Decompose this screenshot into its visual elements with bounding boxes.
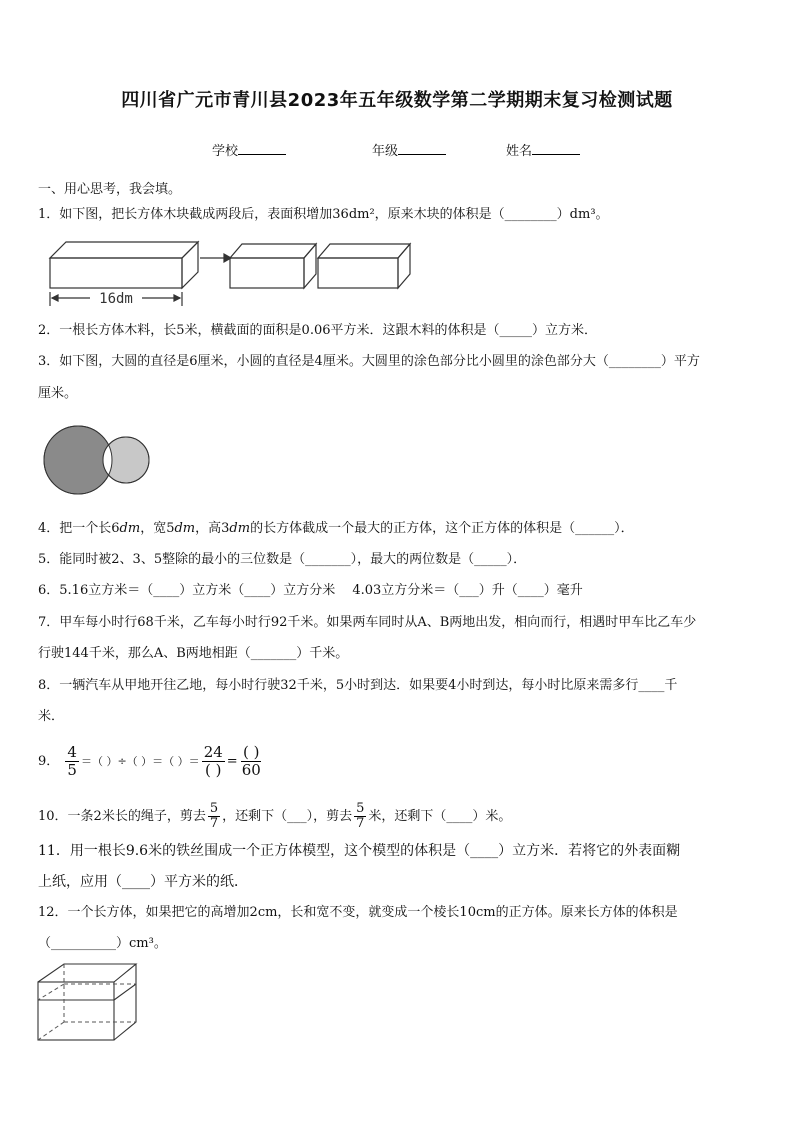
grade-field bbox=[372, 140, 446, 159]
name-field bbox=[506, 140, 580, 159]
school-blank[interactable] bbox=[238, 140, 286, 155]
cuboid-cut-figure bbox=[44, 236, 424, 312]
cube-figure bbox=[34, 960, 144, 1044]
question-12-line1: 12．一个长方体，如果把它的高增加2cm，长和宽不变，就变成一个棱长10cm的正方体。原来长方体的体积是 bbox=[38, 905, 678, 920]
fraction-5-7: $\frac{5}{7}$ bbox=[209, 801, 219, 831]
grade-blank[interactable] bbox=[398, 140, 446, 155]
section-heading: 一、用心思考，我会填。 bbox=[38, 182, 182, 197]
fraction-5-7: $\frac{5}{7}$ bbox=[356, 801, 365, 831]
question-6: 6．5.16立方米＝（____）立方米（____）立方分米 4.03立方分米＝（___）升（____）毫升 bbox=[38, 583, 583, 598]
grade-label: 年级 bbox=[372, 144, 399, 159]
school-field bbox=[212, 140, 286, 159]
question-11-line1: 11．用一根长9.6米的铁丝围成一个正方体模型，这个模型的体积是（____）立方米．若将它的外表面糊 bbox=[38, 843, 681, 859]
question-2: 2．一根长方体木料，长5米，横截面的面积是0.06平方米．这跟木料的体积是（_____）立方米． bbox=[38, 323, 597, 338]
question-3-line1: 3．如下图，大圆的直径是6厘米，小圆的直径是4厘米。大圆里的涂色部分比小圆里的涂色部分大（________）平方 bbox=[38, 354, 700, 369]
question-8-line2: 米． bbox=[38, 709, 65, 724]
length-label: 16dm bbox=[99, 291, 133, 307]
question-4: 4．把一个长6dm，宽5dm，高3dm的长方体截成一个最大的正方体，这个正方体的体积是（______）． bbox=[38, 521, 634, 536]
name-label: 姓名 bbox=[506, 144, 533, 159]
question-1: 1．如下图，把长方体木块截成两段后，表面积增加36dm²，原来木块的体积是（________）dm³。 bbox=[38, 207, 609, 222]
fraction-blank-60: $\frac{( )}{60}$ bbox=[241, 743, 261, 779]
question-12-line2: （__________）cm³。 bbox=[38, 936, 167, 951]
fraction-24-blank: $\frac{24}{( )}$ bbox=[203, 743, 223, 779]
question-7-line1: 7．甲车每小时行68千米，乙车每小时行92千米。如果两车同时从A、B两地出发，相向而行，相遇时甲车比乙车少 bbox=[38, 615, 697, 630]
name-blank[interactable] bbox=[532, 140, 580, 155]
question-7-line2: 行驶144千米，那么A、B两地相距（_______）千米。 bbox=[38, 646, 349, 661]
question-10: 10．一条2米长的绳子，剪去 $\frac{5}{7}$ ，还剩下（___），剪去 $\frac{5}{7}$ 米，还剩下（____）米。 bbox=[38, 801, 512, 831]
fraction-4-5: $\frac{4}{5}$ bbox=[67, 743, 77, 779]
question-3-line2: 厘米。 bbox=[38, 386, 78, 401]
question-11-line2: 上纸，应用（____）平方米的纸． bbox=[38, 874, 248, 890]
question-5: 5．能同时被2、3、5整除的最小的三位数是（_______），最大的两位数是（_____）． bbox=[38, 552, 527, 567]
school-label: 学校 bbox=[212, 144, 239, 159]
question-8-line1: 8．一辆汽车从甲地开往乙地，每小时行驶32千米，5小时到达．如果要4小时到达，每小时比原来需多行____千 bbox=[38, 678, 678, 693]
circles-figure bbox=[40, 420, 160, 500]
page-title: 四川省广元市青川县2023年五年级数学第二学期期末复习检测试题 bbox=[121, 90, 673, 111]
question-9: 9． $\frac{4}{5}$ ＝（ ）÷（ ）＝（ ）＝ $\frac{24}{( )}$ = $\frac{( )}{60}$ bbox=[38, 743, 261, 779]
